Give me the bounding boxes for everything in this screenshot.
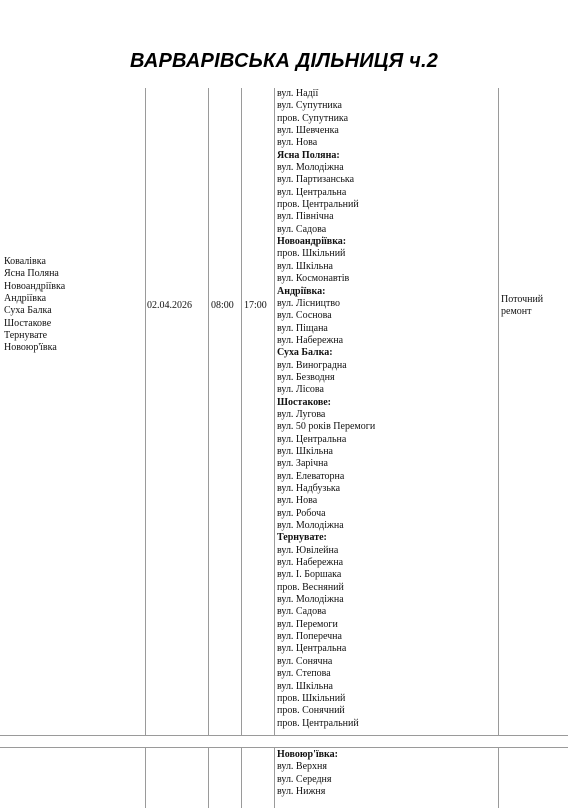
street-address: вул. Партизанська [277, 174, 355, 186]
column-divider [241, 748, 242, 808]
street-address: вул. Набережна [277, 334, 344, 346]
street-address: вул. Поперечна [277, 631, 342, 643]
street-address: вул. Ювілейна [277, 544, 339, 556]
street-address: вул. Надбузька [277, 483, 341, 494]
time-to-cell: 17:00 [244, 300, 267, 311]
settlement-name: Новоюр'ївка [4, 342, 57, 354]
street-address: вул. Перемоги [277, 618, 338, 630]
settlement-heading: Шостакове: [277, 396, 332, 408]
street-address: вул. Виноградна [277, 359, 347, 371]
addresses-cell [277, 88, 375, 730]
street-address: вул. Шкільна [277, 680, 333, 692]
street-address: вул. Нова [277, 495, 318, 507]
street-address: вул. Елеваторна [277, 470, 345, 482]
street-address: вул. Зарічна [277, 458, 328, 470]
street-address: вул. Робоча [277, 507, 326, 519]
date-cell: 02.04.2026 [147, 300, 192, 311]
street-address: вул. Супутника [277, 100, 342, 112]
settlement-name: Ковалівка [4, 256, 46, 267]
street-address: вул. Нова [277, 137, 318, 149]
settlement-name: Андріївка [4, 293, 47, 305]
street-address: вул. Соснова [277, 310, 332, 322]
street-address: вул. Центральна [277, 186, 347, 198]
addresses-cell-continued [277, 749, 338, 798]
settlement-name: Новоандріївка [4, 280, 66, 292]
settlement-heading: Андріївка: [277, 285, 326, 297]
street-address: вул. Надії [277, 88, 319, 99]
street-address: вул. Центральна [277, 433, 347, 445]
reason-text: ремонт [501, 306, 532, 318]
street-address: пров. Центральний [277, 199, 359, 211]
settlement-name: Тернувате [4, 330, 48, 342]
street-address: вул. Нижня [277, 786, 326, 798]
settlement-name: Ясна Поляна [4, 268, 59, 280]
street-address: вул. Центральна [277, 643, 347, 655]
column-divider [145, 88, 146, 736]
street-address: пров. Супутника [277, 112, 349, 124]
street-address: вул. Шкільна [277, 445, 333, 457]
street-address: пров. Центральний [277, 717, 359, 729]
street-address: вул. Північна [277, 211, 334, 223]
column-divider [208, 88, 209, 736]
street-address: вул. Верхня [277, 761, 327, 773]
column-divider [274, 88, 275, 736]
street-address: вул. Молодіжна [277, 594, 344, 606]
settlement-heading: Суха Балка: [277, 347, 333, 359]
street-address: вул. Молодіжна [277, 520, 344, 532]
street-address: вул. Космонавтів [277, 273, 350, 285]
street-address: вул. Піщана [277, 322, 328, 334]
street-address: вул. Садова [277, 223, 327, 235]
settlement-heading: Тернувате: [277, 532, 327, 544]
street-address: вул. Лісова [277, 384, 324, 396]
reason-text: Поточний [501, 294, 544, 305]
row-divider [0, 747, 568, 748]
street-address: вул. Сонячна [277, 655, 333, 667]
street-address: вул. Молодіжна [277, 162, 344, 174]
street-address: пров. Весняний [277, 581, 344, 593]
settlement-name: Шостакове [4, 317, 52, 329]
street-address: вул. Набережна [277, 557, 344, 569]
column-divider [241, 88, 242, 736]
street-address: пров. Сонячний [277, 705, 345, 717]
settlements-cell [4, 256, 65, 355]
street-address: вул. Шевченка [277, 125, 339, 137]
street-address: вул. Середня [277, 773, 332, 785]
column-divider [145, 748, 146, 808]
settlement-heading: Ясна Поляна: [277, 149, 340, 161]
settlement-heading: Новоюр'ївка: [277, 749, 338, 760]
reason-cell [501, 294, 543, 319]
street-address: пров. Шкільний [277, 692, 346, 704]
street-address: вул. Степова [277, 668, 331, 680]
row-divider [0, 735, 568, 736]
street-address: вул. Шкільна [277, 260, 333, 272]
street-address: вул. Лугова [277, 408, 326, 420]
page-title: ВАРВАРІВСЬКА ДІЛЬНИЦЯ ч.2 [129, 50, 439, 72]
street-address: вул. Садова [277, 606, 327, 618]
street-address: вул. І. Боршака [277, 569, 342, 581]
column-divider [498, 88, 499, 736]
column-divider [274, 748, 275, 808]
street-address: вул. Безводня [277, 371, 335, 383]
settlement-name: Суха Балка [4, 305, 52, 317]
street-address: пров. Шкільний [277, 248, 346, 260]
column-divider [208, 748, 209, 808]
column-divider [498, 748, 499, 808]
settlement-heading: Новоандріївка: [277, 236, 347, 248]
time-from-cell: 08:00 [211, 300, 234, 311]
street-address: вул. 50 років Перемоги [277, 421, 376, 433]
street-address: вул. Лісництво [277, 297, 341, 309]
